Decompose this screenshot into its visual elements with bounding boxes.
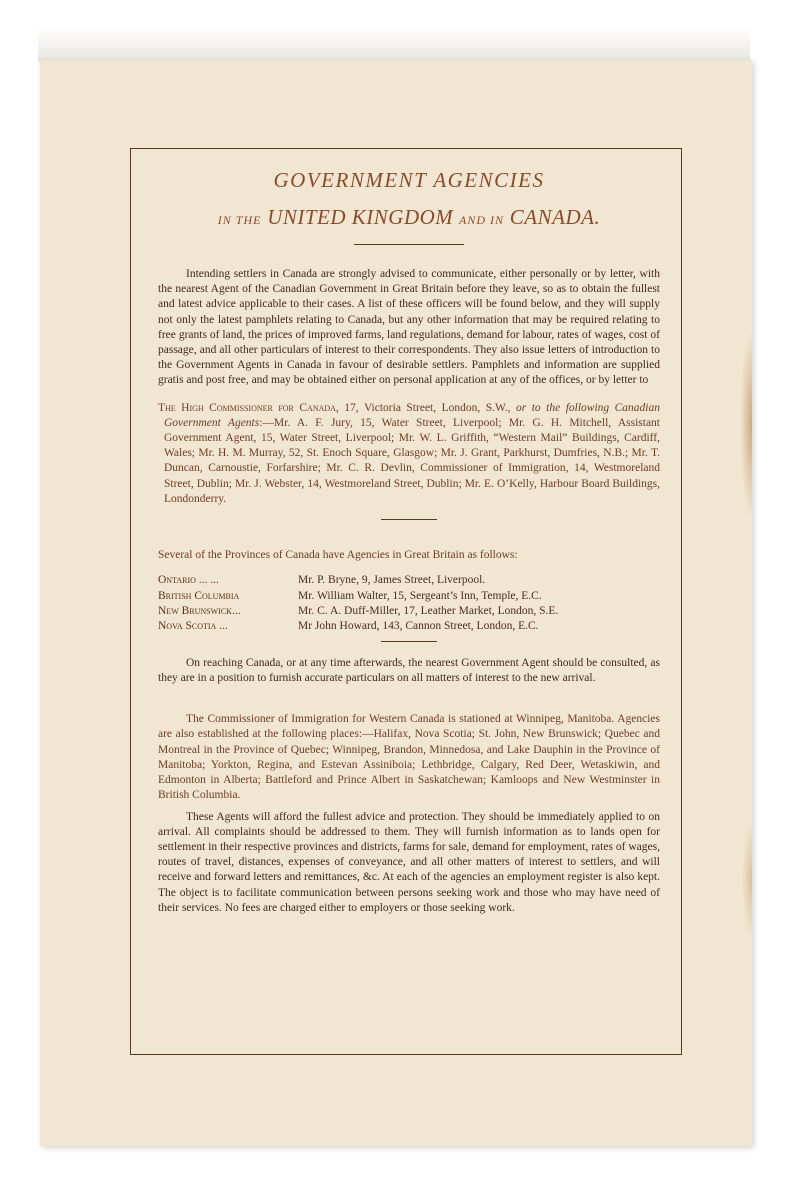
page-content (158, 164, 660, 916)
province-agent: Mr. William Walter, 15, Sergeant’s Inn, Temple, E.C. (298, 589, 542, 602)
provinces-table (158, 573, 558, 635)
page-title: GOVERNMENT AGENCIES (273, 168, 545, 192)
divider (381, 641, 437, 642)
divider (354, 244, 464, 245)
province-agent: Mr John Howard, 143, Cannon Street, London, E.C. (298, 620, 539, 633)
table-row (158, 604, 558, 619)
edge-stain (740, 330, 752, 520)
intro-paragraph: Intending settlers in Canada are strongly advised to communicate, either personally or by letter, with the nearest Agent of the Canadian Government in Great Britain before they leave, so as to obtain the fullest and latest advice applicable to their cases. A list of these officers will be found below, and they will supply not only the latest pamphlets relating to Canada, but any other information that may be required relating to free grants of land, the prices of improved farms, land regulations, demand for labour, rates of wages, cost of passage, and all other particulars of interest to their correspondents. They also issue letters of introduction to the Government Agents in Canada in favour of desirable settlers. Pamphlets and information are supplied gratis and post free, and may be obtained either on personal application at any of the offices, or by letter to (158, 268, 660, 387)
divider (381, 519, 437, 520)
province-name: British Columbia (158, 589, 240, 602)
table-row (158, 619, 558, 634)
edge-stain (742, 820, 752, 940)
page-top-shadow (38, 26, 750, 62)
province-agent: Mr. P. Bryne, 9, James Street, Liverpool. (298, 574, 486, 587)
table-row (158, 589, 558, 604)
province-agent: Mr. C. A. Duff-Miller, 17, Leather Market, London, S.E. (298, 605, 559, 618)
table-row (158, 573, 558, 588)
document-page (40, 60, 752, 1146)
page-subtitle: IN THE UNITED KINGDOM AND IN CANADA. (217, 205, 601, 229)
commissioner-paragraph: The Commissioner of Immigration for Western Canada is stationed at Winnipeg, Manitoba. Agencies are also established at the following places:—Halifax, Nova Scotia; St. John, New Brunswick; Quebec and Montreal in the Province of Quebec; Winnipeg, Brandon, Minnedosa, and Lake Dauphin in the Province of Manitoba; Yorkton, Regina, and Estevan Assiniboia; Lethbridge, Calgary, Red Deer, Wetaskiwin, and Edmonton in Alberta; Battleford and Prince Albert in Saskatchewan; Kamloops and New Westminster in British Columbia. (158, 713, 660, 802)
provinces-intro: Several of the Provinces of Canada have Agencies in Great Britain as follows: (158, 549, 518, 562)
agents-paragraph: These Agents will afford the fullest advice and protection. They should be immediately applied to on arrival. All complaints should be addressed to them. They will furnish information as to lands open for settlement in their respective provinces and districts, farms for sale, demand for employment, rates of wages, routes of travel, distances, expenses of conveyance, and all other matters of interest to settlers, and will receive and forward letters and remittances, &c. At each of the agencies an employment register is also kept. The object is to facilitate communication between persons seeking work and those who may have need of their services. No fees are charged either to employers or those seeking work. (158, 810, 660, 914)
province-name: Nova Scotia ... (158, 620, 228, 633)
province-name: Ontario ... ... (158, 574, 219, 587)
on-reaching-paragraph: On reaching Canada, or at any time afterwards, the nearest Government Agent should be consulted, as they are in a position to furnish accurate particulars on all matters of interest to the new arrival. (158, 656, 660, 685)
high-commissioner-paragraph: The High Commissioner for Canada, 17, Victoria Street, London, S.W., or to the following Canadian Government Agents:—Mr. A. F. Jury, 15, Water Street, Liverpool; Mr. G. H. Mitchell, Assistant Government Agent, 15, Water Street, Liverpool; Mr. W. L. Griffith, “Western Mail” Buildings, Cardiff, Wales; Mr. H. M. Murray, 52, St. Enoch Square, Glasgow; Mr. J. Grant, Parkhurst, Dumfries, N.B.; Mr. T. Duncan, Carnoustie, Forfarshire; Mr. C. R. Devlin, Commissioner of Immigration, 14, Westmoreland Street, Dublin; Mr. J. Webster, 14, Westmoreland Street, Dublin; Mr. E. O’Kelly, Harbour Board Buildings, Londonderry. (158, 401, 660, 505)
province-name: New Brunswick... (158, 605, 241, 618)
